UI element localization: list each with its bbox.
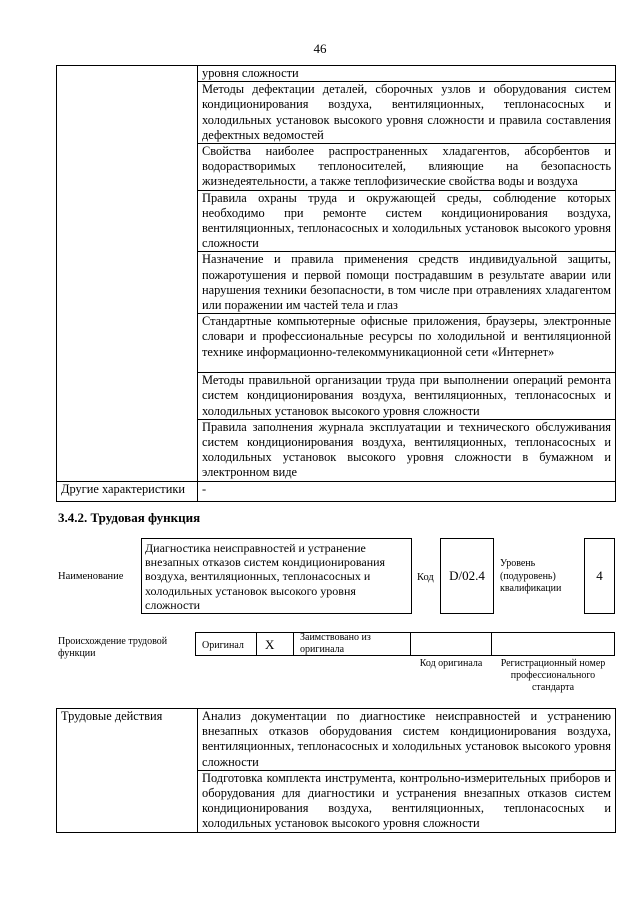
code-original-caption: Код оригинала	[419, 658, 483, 669]
knowledge-item: уровня сложности	[198, 66, 616, 82]
knowledge-item: Назначение и правила применения средств индивидуальной защиты, пожаротушения и первой помощи пострадавшим в результате аварии или нарушения техники безопасности, в том числе при отравлениях хладагентом или поражении им частей тела и глаз	[198, 252, 616, 314]
labor-action-item: Подготовка комплекта инструмента, контрольно-измерительных приборов и оборудования для диагностики и устранения внезапных отказов систем кондиционирования воздуха, вентиляционных, теплонасосных и холодильных установок высокого уровня сложности	[198, 770, 616, 832]
knowledge-item: Методы правильной организации труда при выполнении операций ремонта систем кондиционирования воздуха, вентиляционных, теплонасосных и холодильных установок высокого уровня сложности	[198, 373, 616, 420]
code-label: Код	[417, 572, 434, 583]
function-name-box	[141, 538, 412, 614]
other-characteristics-value: -	[198, 481, 616, 501]
level-box	[584, 538, 615, 614]
empty-label-cell	[57, 66, 198, 482]
knowledge-table	[56, 65, 616, 502]
level-value: 4	[596, 568, 603, 583]
borrowed-label: Заимствовано из оригинала	[300, 632, 371, 655]
registration-caption: Регистрационный номер профессионального стандарта	[500, 658, 606, 693]
other-characteristics-label: Другие характеристики	[57, 481, 198, 501]
function-name: Диагностика неисправностей и устранение внезапных отказов систем кондиционирования воздуха, вентиляционных, теплонасосных и холодильных установок высокого уровня сложности	[145, 541, 386, 612]
knowledge-item: Правила охраны труда и окружающей среды, соблюдение которых необходимо при ремонте систем кондиционирования воздуха, вентиляционных, теплонасосных и холодильных установок высокого уровня сложности	[198, 190, 616, 252]
labor-action-item: Анализ документации по диагностике неисправностей и устранению внезапных отказов оборудования систем кондиционирования воздуха, вентиляционных, теплонасосных и холодильных установок высокого уровня сложности	[198, 709, 616, 771]
level-label: Уровень (подуровень) квалификации	[500, 558, 562, 594]
name-label: Наименование	[58, 571, 124, 582]
knowledge-item: Методы дефектации деталей, сборочных узлов и оборудования систем кондиционирования воздуха, вентиляционных, теплонасосных и холодильных установок высокого уровня сложности и правила составления дефектных ведомостей	[198, 82, 616, 144]
code-box	[440, 538, 494, 614]
function-code: D/02.4	[449, 568, 485, 583]
page-number: 46	[313, 41, 327, 56]
original-mark: X	[265, 637, 275, 652]
original-label: Оригинал	[202, 640, 244, 651]
knowledge-item: Стандартные компьютерные офисные приложения, браузеры, электронные словари и профессиональные ресурсы по холодильной и вентиляционной технике информационно-телекоммуникационной сети «Интернет»	[198, 314, 616, 373]
origin-box	[195, 632, 615, 656]
section-heading: 3.4.2. Трудовая функция	[58, 510, 201, 525]
labor-actions-label: Трудовые действия	[57, 709, 198, 833]
knowledge-item: Свойства наиболее распространенных хладагентов, абсорбентов и водорастворимых теплоносителей, влияющие на безопасность жизнедеятельности, а также теплофизические свойства воды и воздуха	[198, 144, 616, 191]
knowledge-item: Правила заполнения журнала эксплуатации и технического обслуживания систем кондиционирования воздуха, вентиляционных, теплонасосных и холодильных установок высокого уровня сложности в бумажном и электронном виде	[198, 419, 616, 481]
origin-label: Происхождение трудовой функции	[58, 636, 168, 659]
labor-actions-table	[56, 708, 616, 833]
